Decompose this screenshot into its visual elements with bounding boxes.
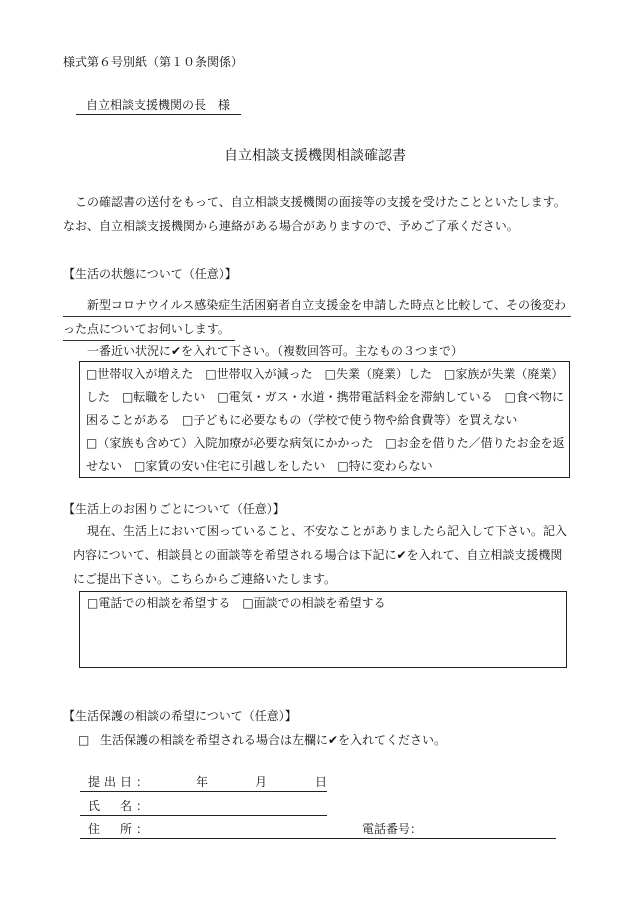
life-status-option-row[interactable]: せない □家賃の安い住宅に引越しをしたい □特に変わらない <box>86 459 433 473</box>
submit-date-label: 提出日： <box>88 775 153 789</box>
date-month-label: 月 <box>255 775 268 789</box>
troubles-instructions <box>63 519 573 591</box>
troubles-heading: 【生活上のお困りごとについて（任意）】 <box>63 502 285 516</box>
date-year-label: 年 <box>196 775 209 789</box>
intro-line-1: この確認書の送付をもって、自立相談支援機関の面接等の支援を受けたことといたします。 <box>75 195 566 209</box>
life-status-question <box>63 293 571 341</box>
intro-paragraph <box>63 190 571 238</box>
submit-date-underline[interactable] <box>80 791 327 792</box>
intro-line-2: なお、自立相談支援機関から連絡がある場合がありますので、予めご了承ください。 <box>63 219 519 233</box>
address-label: 住 所： <box>88 822 153 836</box>
life-status-question-line-1: 新型コロナウイルス感染症生活困窮者自立支援金を申請した時点と比較して、その後変わ <box>63 293 571 317</box>
phone-label: 電話番号： <box>362 822 423 836</box>
life-status-options-box[interactable] <box>79 361 570 478</box>
troubles-line-2: 内容について、相談員との面談等を希望される場合は下記に✔を入れて、自立相談支援機関 <box>73 548 563 562</box>
troubles-free-text-box[interactable] <box>79 591 567 668</box>
life-status-option-row[interactable]: □世帯収入が増えた □世帯収入が減った □失業（廃業）した □家族が失業（廃業） <box>86 367 564 381</box>
life-status-heading: 【生活の状態について（任意）】 <box>63 267 237 281</box>
address-phone-underline[interactable] <box>80 838 556 839</box>
form-number: 様式第６号別紙（第１０条関係） <box>63 55 244 69</box>
welfare-consult-line <box>78 731 446 749</box>
document-title: 自立相談支援機関相談確認書 <box>224 148 406 164</box>
life-status-option-row[interactable]: 困ることがある □子どもに必要なもの（学校で使う物や給食費等）を買えない <box>86 413 518 427</box>
addressee: 自立相談支援機関の長 様 <box>76 96 241 115</box>
life-status-instruction: 一番近い状況に✔を入れて下さい。（複数回答可。主なもの３つまで） <box>87 344 464 358</box>
troubles-line-3: にご提出下さい。こちらからご連絡いたします。 <box>73 572 337 586</box>
welfare-checkbox[interactable]: □ <box>78 733 90 747</box>
life-status-option-row[interactable]: □（家族も含めて）入院加療が必要な病気にかかった □お金を借りた／借りたお金を返 <box>86 436 565 450</box>
life-status-option-row[interactable]: した □転職をしたい □電気・ガス・水道・携帯電話料金を滞納している □食べ物に <box>86 390 565 404</box>
life-status-question-line-2: った点についてお伺いします。 <box>63 317 235 341</box>
date-day-label: 日 <box>315 775 328 789</box>
welfare-consult-text: 生活保護の相談を希望される場合は左欄に✔を入れてください。 <box>100 733 447 747</box>
consult-options[interactable]: □電話での相談を希望する □面談での相談を希望する <box>87 596 386 610</box>
troubles-line-1: 現在、生活上において困っていること、不安なことがありましたら記入して下さい。記入 <box>87 524 568 538</box>
name-field-underline[interactable] <box>80 815 327 816</box>
welfare-heading: 【生活保護の相談の希望について（任意）】 <box>63 709 297 723</box>
name-label: 氏 名： <box>88 799 153 813</box>
